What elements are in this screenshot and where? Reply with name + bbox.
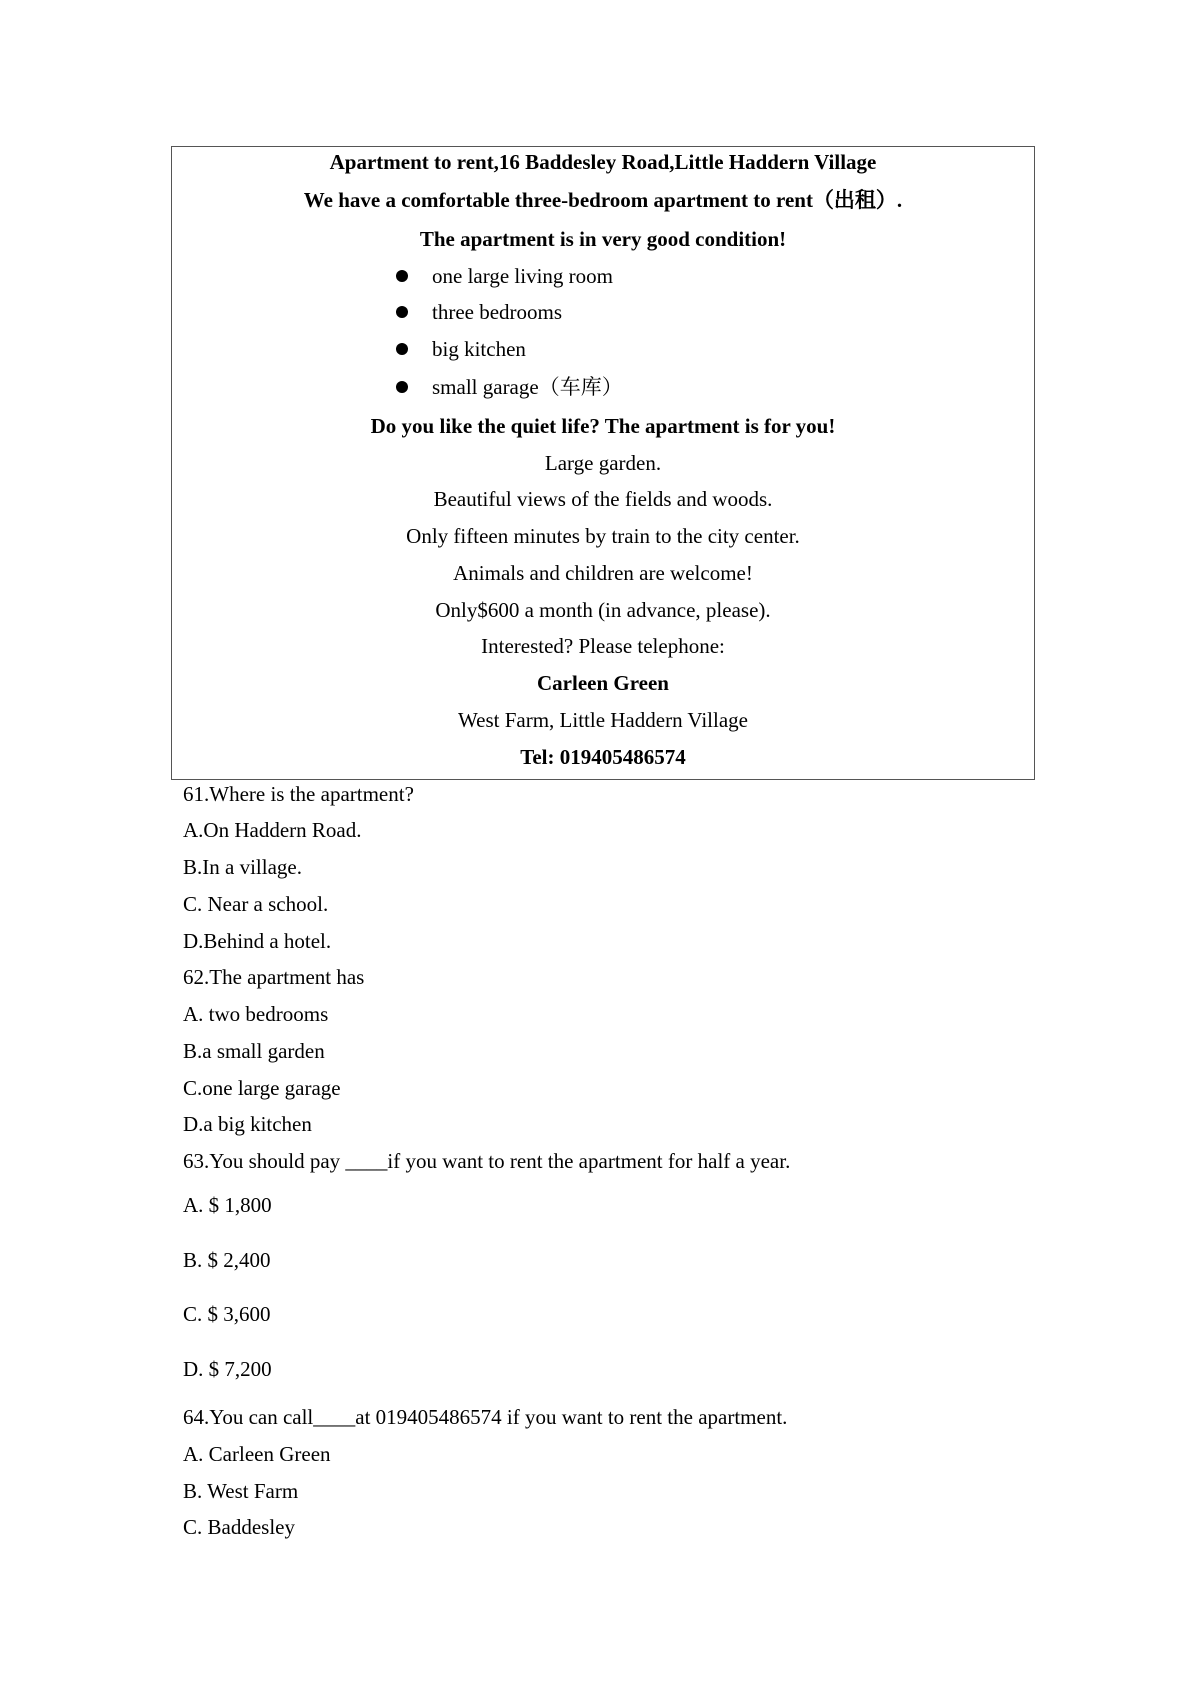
ad-garden: Large garden. (544, 451, 662, 475)
ad-condition: The apartment is in very good condition! (419, 227, 787, 251)
ad-welcome: Animals and children are welcome! (453, 561, 753, 585)
answer-option: D.Behind a hotel. (183, 929, 332, 953)
question-stem: 62.The apartment has (183, 965, 365, 989)
ad-title: Apartment to rent,16 Baddesley Road,Little Haddern Village (329, 150, 877, 174)
answer-option: B. West Farm (183, 1479, 299, 1503)
bullet-icon (396, 381, 408, 393)
ad-tel: Tel: 019405486574 (520, 745, 686, 769)
answer-option: C. $ 3,600 (183, 1302, 271, 1326)
answer-option: B.a small garden (183, 1039, 325, 1063)
ad-intro: We have a comfortable three-bedroom apartment to rent（出租）. (303, 188, 903, 212)
feature-text: big kitchen (432, 337, 526, 361)
answer-option: B. $ 2,400 (183, 1248, 271, 1272)
ad-contact-name: Carleen Green (537, 671, 669, 695)
answer-option: B.In a village. (183, 855, 302, 879)
answer-option: C. Baddesley (183, 1515, 295, 1539)
ad-interested: Interested? Please telephone: (481, 634, 725, 658)
bullet-icon (396, 270, 408, 282)
ad-quiet: Do you like the quiet life? The apartment is for you! (370, 414, 836, 438)
ad-train: Only fifteen minutes by train to the city center. (406, 524, 800, 548)
answer-option: D. $ 7,200 (183, 1357, 272, 1381)
question-stem: 64.You can call____at 019405486574 if you want to rent the apartment. (183, 1405, 788, 1429)
answer-option: A. $ 1,800 (183, 1193, 272, 1217)
question-stem: 63.You should pay ____if you want to rent the apartment for half a year. (183, 1149, 791, 1173)
question-stem: 61.Where is the apartment? (183, 782, 414, 806)
feature-text: small garage（车库） (432, 375, 623, 399)
feature-text: three bedrooms (432, 300, 563, 324)
bullet-icon (396, 306, 408, 318)
answer-option: C. Near a school. (183, 892, 329, 916)
bullet-icon (396, 343, 408, 355)
advertisement-box (171, 146, 1035, 780)
feature-text: one large living room (432, 264, 613, 288)
answer-option: D.a big kitchen (183, 1112, 312, 1136)
answer-option: A. two bedrooms (183, 1002, 329, 1026)
ad-price: Only$600 a month (in advance, please). (435, 598, 771, 622)
answer-option: C.one large garage (183, 1076, 341, 1100)
answer-option: A. Carleen Green (183, 1442, 331, 1466)
ad-views: Beautiful views of the fields and woods. (433, 487, 773, 511)
answer-option: A.On Haddern Road. (183, 818, 362, 842)
ad-address: West Farm, Little Haddern Village (457, 708, 748, 732)
